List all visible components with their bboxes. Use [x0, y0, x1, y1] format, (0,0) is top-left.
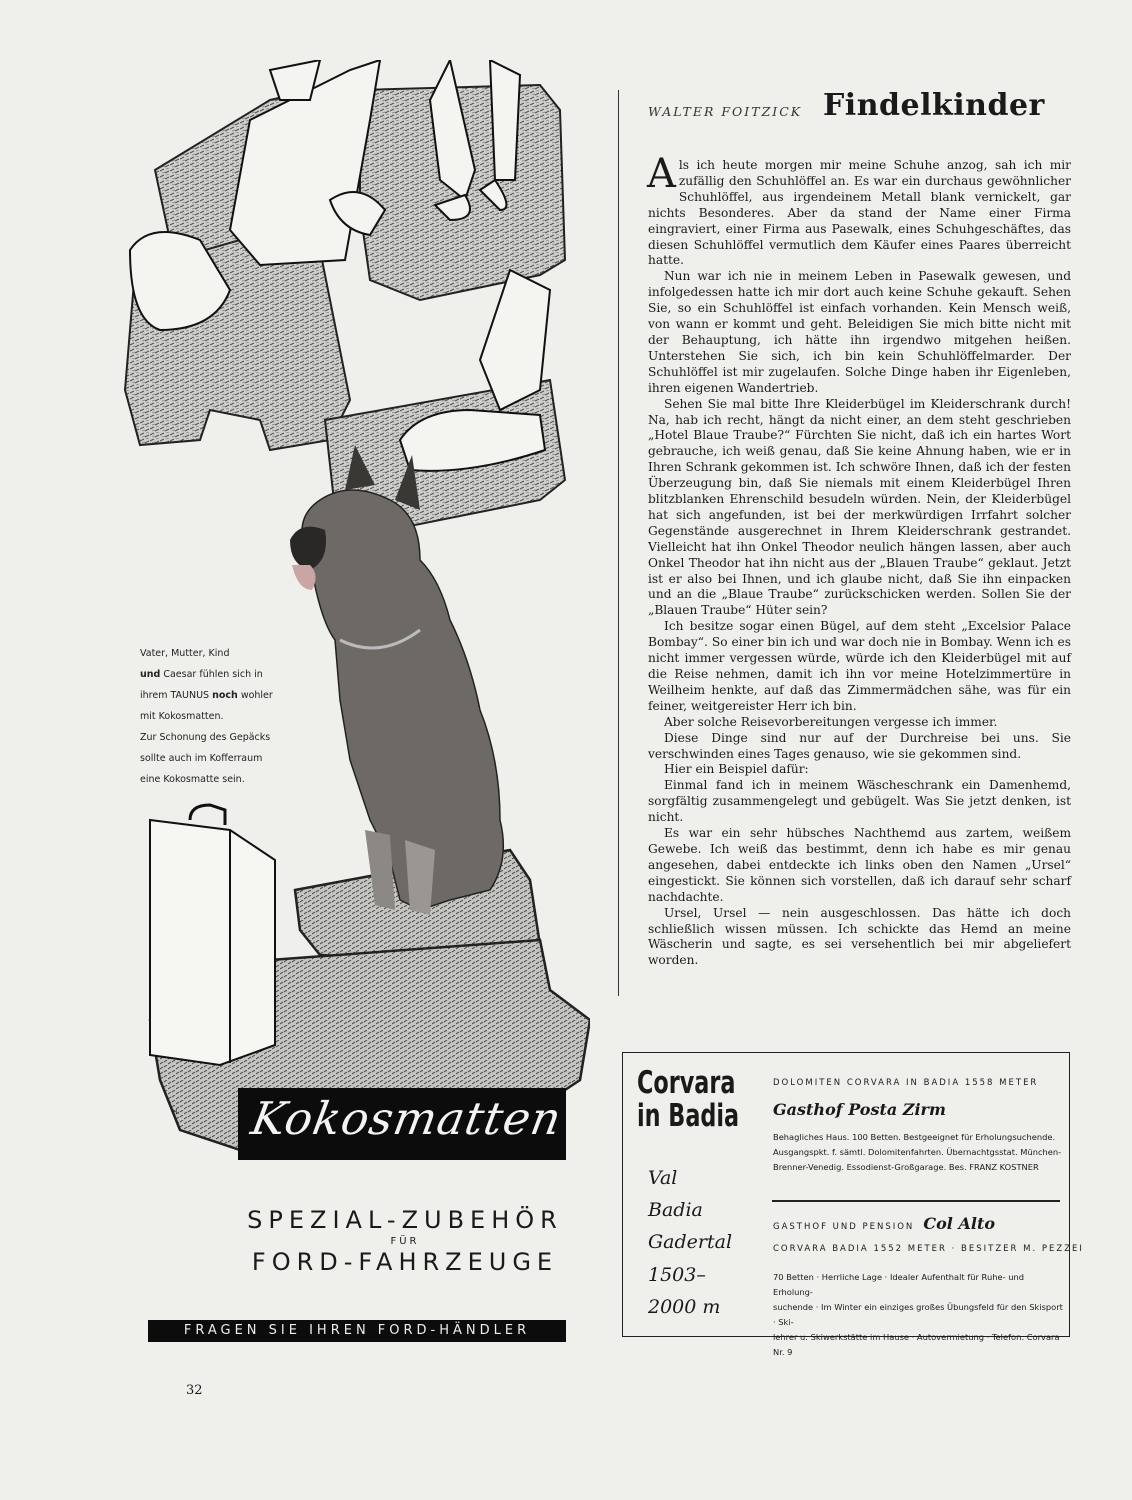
column-rule: [618, 90, 619, 996]
hotel2-header: CORVARA BADIA 1552 METER · BESITZER M. PEZZEI: [773, 1244, 1084, 1254]
article-paragraph: Hier ein Beispiel dafür:: [664, 762, 809, 777]
article-paragraph: Einmal fand ich in meinem Wäscheschrank ein Damenhemd, sorgfältig zusammengelegt und gebügelt. Was Sie jetzt denken, ist nicht.: [648, 778, 1071, 825]
article-paragraph: Ursel, Ursel — nein ausgeschlossen. Das hätte ich doch schließlich wissen müssen. Ich schickte das Hemd an meine Wäscherin und sagte, es sei versehentlich bei mir abgeliefert worden.: [648, 905, 1071, 968]
article-paragraph: Diese Dinge sind nur auf der Durchreise bei uns. Sie verschwinden eines Tages genauso, wie sie gekommen sind.: [648, 730, 1071, 761]
hotel1-name: Gasthof Posta Zirm: [773, 1100, 946, 1119]
article-body: [647, 151, 1071, 969]
tagline-line-1: SPEZIAL-ZUBEHÖR: [247, 1206, 563, 1234]
caption-line: sollte auch im Kofferraum: [140, 753, 263, 764]
article-author: WALTER FOITZICK: [648, 104, 803, 119]
hotel2-details: 70 Betten · Herrliche Lage · Idealer Aufenthalt für Ruhe- und Erholung- suchende · Im Winter ein einziges großes Übungsfeld für den Skisport · Ski- lehrer u. Skiwerkstätte im Hause · Autovermietung · Telefon: Corvara Nr. 9: [773, 1272, 1063, 1357]
valley-line: 1503–: [648, 1264, 706, 1286]
brand-logo: Kokosmatten: [247, 1092, 566, 1145]
article-paragraph: Es war ein sehr hübsches Nachthemd aus zartem, weißem Gewebe. Ich weiß das bestimmt, denn ich habe es mir genau angesehen, dabei entdeckte ich links oben den Namen „Ursel“ eingestickt. Sie können sich vorstellen, daß ich darauf sehr scharf nachdachte.: [648, 826, 1071, 904]
valley-line: Gadertal: [648, 1231, 733, 1253]
page-number: 32: [186, 1383, 203, 1398]
illustrator-signature: H.: [172, 1108, 180, 1116]
valley-line: 2000 m: [648, 1296, 721, 1318]
caption-line: Zur Schonung des Gepäcks: [140, 732, 271, 743]
article-paragraph: Als ich heute morgen mir meine Schuhe anzog, sah ich mir zufällig den Schuhlöffel an. Es war ein durchaus gewöhnlicher Schuhlöffel, aus irgendeinem Metall blank vernickelt, gar nichts Besonderes. Aber da stand der Name einer Firma eingraviert, einer Firma aus Pasewalk, eines Schuhgeschäftes, das diesen Schuhlöffel vermutlich dem Käufer eines Paares überreicht hatte.: [647, 151, 1071, 268]
tagline-line-2: FORD-FAHRZEUGE: [251, 1248, 559, 1276]
kokosmatten-illustration: [120, 60, 590, 1180]
caption-line: Vater, Mutter, Kind: [140, 648, 230, 659]
valley-line: Badia: [648, 1199, 703, 1221]
article-paragraph: Aber solche Reisevorbereitungen vergesse ich immer.: [664, 714, 998, 729]
article-paragraph: Nun war ich nie in meinem Leben in Pasewalk gewesen, und infolgedessen hatte ich mir dort auch keine Schuhe gekauft. Sehen Sie, so ein Schuhlöffel ist einfach vorhanden. Kein Mensch weiß, von wann er kommt und geht. Beleidigen Sie mich bitte nicht mit der Behauptung, ich hätte ihn irgendwo mitgehen heißen. Unterstehen Sie sich, ich bin kein Schuhlöffelmarder. Der Schuhlöffel ist mir zugelaufen. Solche Dinge haben ihr Eigenleben, ihren eigenen Wandertrieb.: [648, 269, 1071, 395]
caption-line: ihrem TAUNUS noch wohler: [140, 690, 273, 701]
article-title: Findelkinder: [823, 88, 1045, 123]
hotel1-details: Behagliches Haus. 100 Betten. Bestgeeignet für Erholungsuchende. Ausgangspkt. f. sämtl. Dolomitenfahrten. Übernachtgsstat. München- Brenner-Venedig. Essodienst-Großgarage. Bes. FRANZ KOSTNER: [773, 1132, 1062, 1172]
dealer-banner: FRAGEN SIE IHREN FORD-HÄNDLER: [148, 1320, 566, 1342]
valley-line: Val: [648, 1167, 678, 1189]
advert-caption: [140, 643, 300, 790]
boxer-dog-photo: [290, 445, 503, 915]
article-paragraph: Ich besitze sogar einen Bügel, auf dem steht „Excelsior Palace Bombay“. So einer bin ich und war doch nie in Bombay. Wenn ich es nicht immer vergessen würde, würde ich den Kleiderbügel mit auf die Reise nehmen, damit ich ihn vor meine Hotelzimmertüre in Weilheim henkte, auf daß das Zimmermädchen sähe, was für ein feiner, weitgereister Herr ich bin.: [648, 619, 1071, 713]
hotel1-header: DOLOMITEN CORVARA IN BADIA 1558 METER: [773, 1078, 1039, 1088]
drop-cap: A: [647, 151, 676, 197]
tagline-fur: FÜR: [390, 1236, 420, 1247]
caption-line: mit Kokosmatten.: [140, 711, 224, 722]
article-paragraph: Sehen Sie mal bitte Ihre Kleiderbügel im Kleiderschrank durch! Na, hab ich recht, hängt da nicht einer, an dem steht geschrieben „Hotel Blaue Traube?“ Fürchten Sie nicht, daß ich ein hartes Wort gebrauche, ich weiß genau, daß Sie keine Ahnung haben, wie er in Ihren Schrank gekommen ist. Ich schwöre Ihnen, daß ich der festen Überzeugung bin, daß Sie niemals mit einem Kleiderbügel Ihren blitzblanken Ehrenschild besudeln würden. Nein, der Kleiderbügel hat sich angefunden, ist bei der merkwürdigen Irrfahrt solcher Gegenstände ausgerechnet in Ihrem Kleiderschrank gestrandet. Vielleicht hat ihn Onkel Theodor neulich hängen lassen, aber auch Onkel Theodor hat ihn nicht aus der „Blauen Traube“ geklaut. Jetzt ist er also bei Ihnen, und ich glaube nicht, daß Sie ihn einpacken und an die „Blaue Traube“ zurückschicken werden. Sollen Sie der „Blauen Traube“ Hüter sein?: [648, 396, 1071, 618]
place-heading: Corvara in Badia: [637, 1065, 740, 1134]
suitcase-drawing: [150, 805, 275, 1065]
caption-line: eine Kokosmatte sein.: [140, 774, 245, 785]
ad-divider: [772, 1200, 1060, 1202]
caption-line: und Caesar fühlen sich in: [140, 669, 263, 680]
hotel2-title-row: GASTHOF UND PENSION Col Alto: [773, 1214, 995, 1233]
